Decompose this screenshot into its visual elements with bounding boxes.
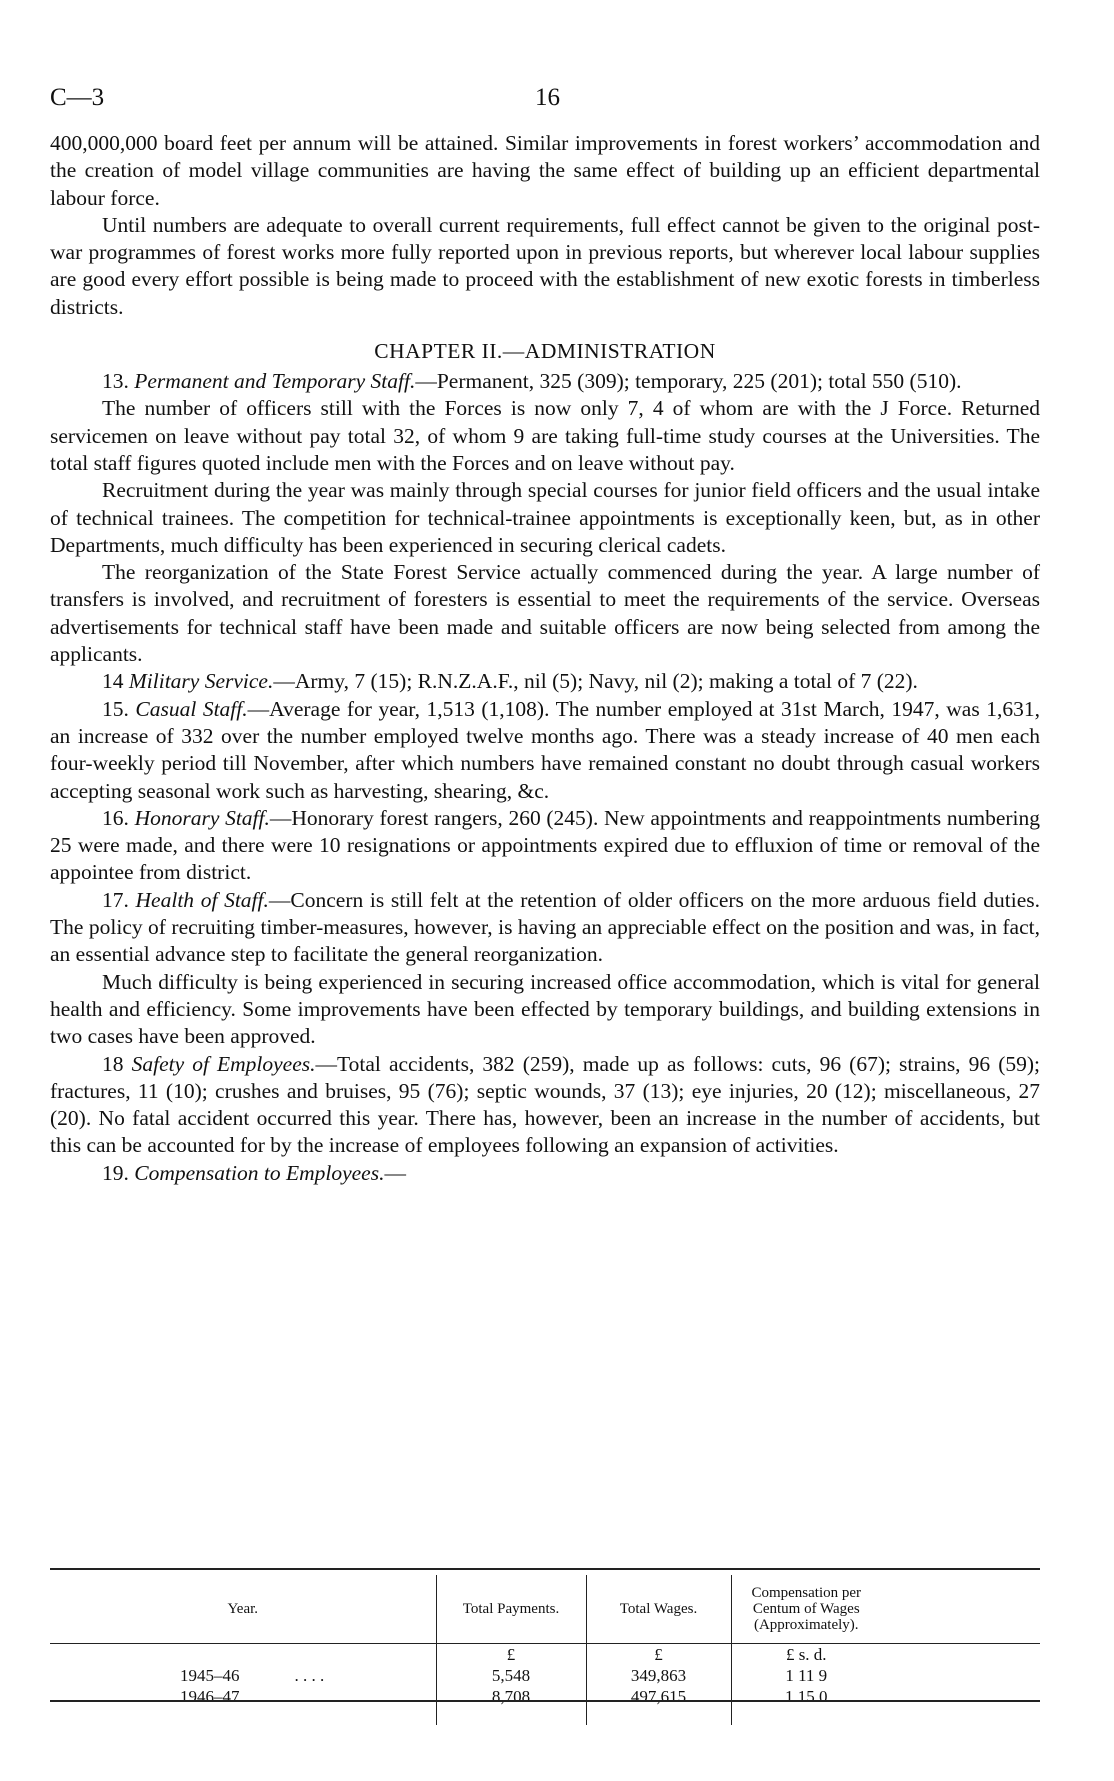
page-number: 16 — [535, 84, 560, 111]
section-heading: Military Service. — [128, 669, 274, 694]
paragraph-accommodation: Much difficulty is being experienced in securing increased office accommodation, which is vital for general health and efficiency. Some improvements have been effected by temporary buildings, and building extensions in two cases have been approved. — [50, 969, 1040, 1049]
cell-wages: 349,863 — [586, 1665, 731, 1686]
section-number: 13. — [102, 369, 129, 394]
header-blank — [881, 1575, 1040, 1644]
section-19 — [50, 1160, 1040, 1187]
header-year: Year. — [50, 1575, 436, 1644]
cell-comp: 1 15 0 — [731, 1686, 881, 1725]
section-heading: Compensation to Employees. — [134, 1160, 385, 1185]
section-14 — [50, 668, 1040, 695]
section-16 — [50, 805, 1040, 887]
section-heading: Health of Staff. — [135, 887, 269, 912]
section-text: —Concern is still felt at the retention of older officers on the more arduous field duties. The policy of recruiting timber-measures, however, is having an appreciable effect on the position and was, in fact, an essential advance step to facilitate the general reorganization. — [50, 887, 1040, 967]
section-heading: Casual Staff. — [135, 696, 248, 721]
chapter-heading: CHAPTER II.—ADMINISTRATION — [374, 339, 716, 364]
document-page — [50, 70, 1041, 1706]
cell-wages: 497,615 — [586, 1686, 731, 1725]
section-text: — — [384, 1160, 406, 1185]
table-header-row — [50, 1575, 1040, 1644]
unit-wages: £ — [586, 1644, 731, 1666]
unit-payments: £ — [436, 1644, 586, 1666]
document-code: C—3 — [50, 84, 105, 111]
section-13 — [50, 368, 1040, 395]
paragraph-forces: The number of officers still with the Forces is now only 7, 4 of whom are with the J Force. Returned servicemen on leave without pay total 32, of whom 9 are taking full-time study courses at the Universities. The total staff figures quoted include men with the Forces and on leave without pay. — [50, 396, 1040, 475]
section-number: 15. — [102, 696, 129, 721]
cell-year: 1945–46 . . . . — [180, 1666, 325, 1685]
section-number: 18 — [102, 1051, 124, 1076]
cell-year: 1946–47 . . . . — [180, 1687, 325, 1706]
paragraph-continued: 400,000,000 board feet per annum will be attained. Similar improvements in forest workers’ accommodation and the creation of model village communities are having the same effect of building up an efficient departmental labour force. — [50, 131, 1040, 210]
table-row — [50, 1665, 1040, 1686]
section-text: —Army, 7 (15); R.N.Z.A.F., nil (5); Navy, nil (2); making a total of 7 (22). — [273, 669, 918, 694]
cell-payments: 5,548 — [436, 1665, 586, 1686]
section-number: 17. — [102, 887, 129, 912]
section-text: —Honorary forest rangers, 260 (245). New appointments and reappointments numbering 25 were made, and there were 10 resignations or appointments expired due to effluxion of time or removal of the appointee from district. — [50, 805, 1040, 885]
section-number: 19. — [102, 1160, 129, 1185]
section-18 — [50, 1051, 1040, 1160]
table-top-rule — [50, 1568, 1040, 1570]
section-15 — [50, 696, 1040, 805]
section-text: —Permanent, 325 (309); temporary, 225 (201); total 550 (510). — [415, 369, 962, 394]
section-heading: Safety of Employees. — [131, 1051, 316, 1076]
header-total-payments: Total Payments. — [436, 1575, 586, 1644]
section-17 — [50, 887, 1040, 969]
running-header — [50, 70, 1040, 130]
cell-comp: 1 11 9 — [731, 1665, 881, 1686]
cell-payments: 8,708 — [436, 1686, 586, 1725]
section-number: 16. — [102, 805, 129, 830]
header-total-wages: Total Wages. — [586, 1575, 731, 1644]
paragraph-reorganization: The reorganization of the State Forest Service actually commenced during the year. A large number of transfers is involved, and recruitment of foresters is essential to meet the requirements of the service. Overseas advertisements for technical staff have been made and suitable officers are now being selected from among the applicants. — [50, 560, 1040, 667]
section-number: 14 — [102, 669, 124, 694]
unit-comp: £ s. d. — [731, 1644, 881, 1666]
header-compensation: Compensation per Centum of Wages (Approximately). — [731, 1575, 881, 1644]
section-text: —Total accidents, 382 (259), made up as follows: cuts, 96 (67); strains, 96 (59); fractures, 11 (10); crushes and bruises, 95 (76); septic wounds, 37 (13); eye injuries, 20 (12); miscellaneous, 27 (20). No fatal accident occurred this year. There has, however, been an increase in the number of accidents, but this can be accounted for by the increase of employees following an expansion of activities. — [50, 1051, 1041, 1158]
table-bottom-rule — [50, 1700, 1040, 1702]
section-heading: Honorary Staff. — [134, 805, 270, 830]
section-heading: Permanent and Temporary Staff. — [134, 369, 416, 394]
section-text: —Average for year, 1,513 (1,108). The number employed at 31st March, 1947, was 1,631, an increase of 332 over the number employed twelve months ago. There was a steady increase of 40 men each four-weekly period till November, after which numbers have remained constant no doubt through casual workers accepting seasonal work such as harvesting, shearing, &c. — [50, 696, 1040, 803]
table-row — [50, 1686, 1040, 1725]
paragraph-requirements: Until numbers are adequate to overall current requirements, full effect cannot be given to the original post-war programmes of forest works more fully reported upon in previous reports, but wherever local labour supplies are good every effort possible is being made to proceed with the establishment of new exotic forests in timberless districts. — [50, 212, 1040, 319]
compensation-table — [50, 1575, 1040, 1725]
paragraph-recruitment: Recruitment during the year was mainly through special courses for junior field officers and the usual intake of technical trainees. The competition for technical-trainee appointments is exceptionally keen, but, as in other Departments, much difficulty has been experienced in securing clerical cadets. — [50, 478, 1040, 557]
unit-year — [50, 1644, 436, 1666]
units-row — [50, 1644, 1040, 1666]
